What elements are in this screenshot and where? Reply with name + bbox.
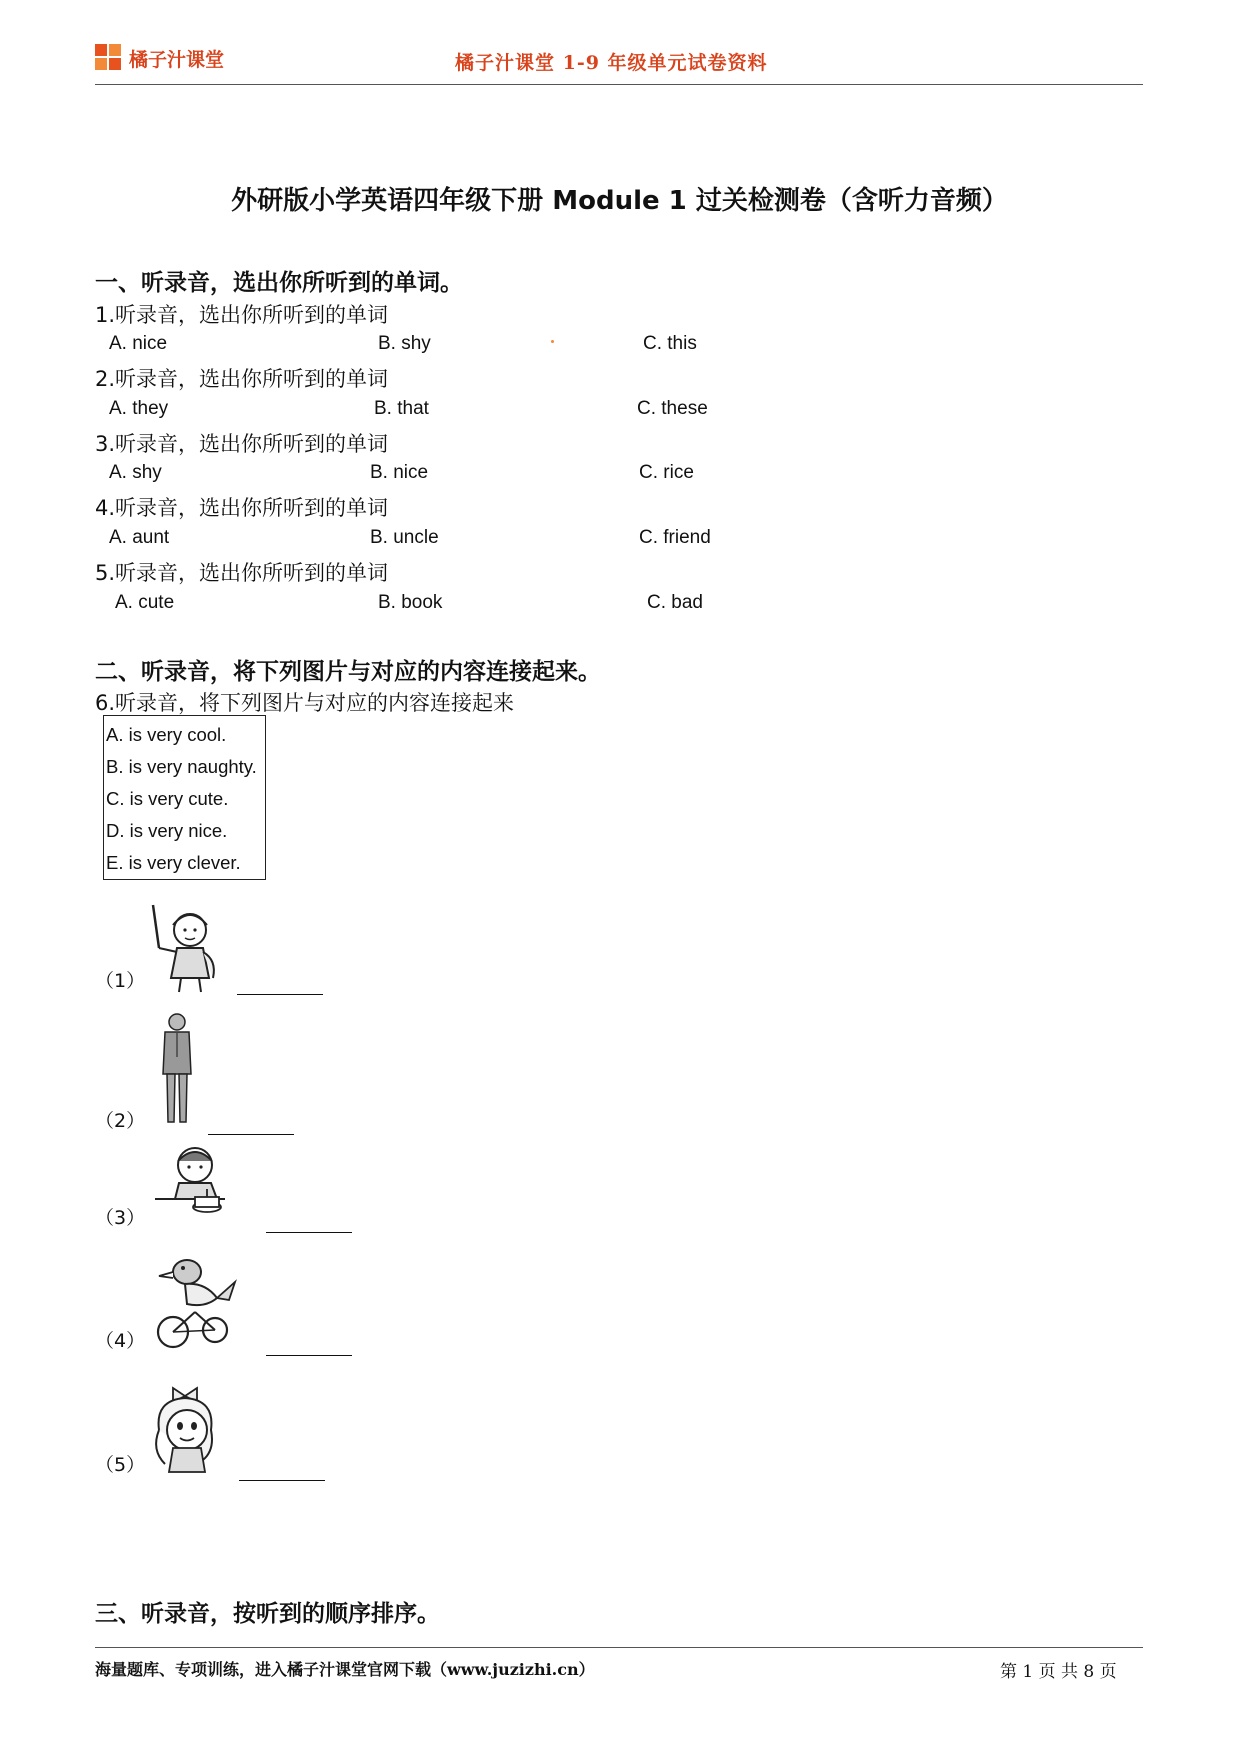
brand-name: 橘子汁课堂 (129, 48, 225, 71)
question-5-option-a[interactable]: A. cute (115, 592, 175, 613)
section-2-title: 二、听录音，将下列图片与对应的内容连接起来。 (95, 659, 601, 685)
question-1-text: 1.听录音，选出你所听到的单词 (95, 303, 389, 327)
bird-on-bike-icon (155, 1252, 245, 1352)
question-5-text: 5.听录音，选出你所听到的单词 (95, 561, 389, 585)
section-1-title: 一、听录音，选出你所听到的单词。 (95, 270, 463, 296)
choice-c: C. is very cute. (106, 788, 229, 809)
logo-icon (95, 44, 123, 72)
question-4-option-a[interactable]: A. aunt (109, 527, 170, 548)
header-title: 橘子汁课堂 1-9 年级单元试卷资料 (455, 52, 768, 74)
girl-with-pointer-icon (145, 900, 235, 995)
question-3-option-c[interactable]: C. rice (639, 462, 694, 483)
question-5-option-b[interactable]: B. book (378, 592, 443, 613)
question-5-option-c[interactable]: C. bad (647, 592, 703, 613)
document-title: 外研版小学英语四年级下册 Module 1 过关检测卷（含听力音频） (231, 186, 1008, 216)
question-4-option-c[interactable]: C. friend (639, 527, 711, 548)
question-2-option-a[interactable]: A. they (109, 398, 169, 419)
section-3-title: 三、听录音，按听到的顺序排序。 (95, 1601, 440, 1627)
question-2-option-c[interactable]: C. these (637, 398, 708, 419)
picture-5-answer-blank[interactable] (239, 1480, 325, 1481)
question-3-option-b[interactable]: B. nice (370, 462, 429, 483)
girl-with-bow-icon (145, 1380, 230, 1476)
choice-d: D. is very nice. (106, 820, 228, 841)
picture-5-label: （5） (95, 1454, 146, 1476)
header-divider (95, 84, 1143, 85)
picture-4-answer-blank[interactable] (266, 1355, 352, 1356)
boy-with-cake-icon (155, 1143, 250, 1223)
choice-a: A. is very cool. (106, 724, 227, 745)
question-3-text: 3.听录音，选出你所听到的单词 (95, 432, 389, 456)
brand-logo (95, 44, 224, 72)
man-standing-icon (155, 1012, 200, 1127)
question-6-text: 6.听录音，将下列图片与对应的内容连接起来 (95, 691, 515, 715)
question-1-option-c[interactable]: C. this (643, 333, 697, 354)
picture-1-answer-blank[interactable] (237, 994, 323, 995)
picture-2-label: （2） (95, 1110, 146, 1132)
picture-2-answer-blank[interactable] (208, 1134, 294, 1135)
question-4-option-b[interactable]: B. uncle (370, 527, 439, 548)
question-2-option-b[interactable]: B. that (374, 398, 429, 419)
choice-e: E. is very clever. (106, 852, 241, 873)
footer-divider (95, 1647, 1143, 1648)
stray-dot (551, 340, 554, 343)
page-number: 第 1 页 共 8 页 (1000, 1662, 1117, 1682)
picture-3-label: （3） (95, 1207, 146, 1229)
question-4-text: 4.听录音，选出你所听到的单词 (95, 496, 389, 520)
choice-b: B. is very naughty. (106, 756, 257, 777)
picture-3-answer-blank[interactable] (266, 1232, 352, 1233)
question-1-option-a[interactable]: A. nice (109, 333, 168, 354)
answer-choices-box (103, 715, 266, 880)
footer-promo: 海量题库、专项训练，进入橘子汁课堂官网下载（www.juzizhi.cn） (95, 1660, 595, 1679)
question-3-option-a[interactable]: A. shy (109, 462, 162, 483)
question-1-option-b[interactable]: B. shy (378, 333, 431, 354)
question-2-text: 2.听录音，选出你所听到的单词 (95, 367, 389, 391)
picture-1-label: （1） (95, 970, 146, 992)
picture-4-label: （4） (95, 1330, 146, 1352)
